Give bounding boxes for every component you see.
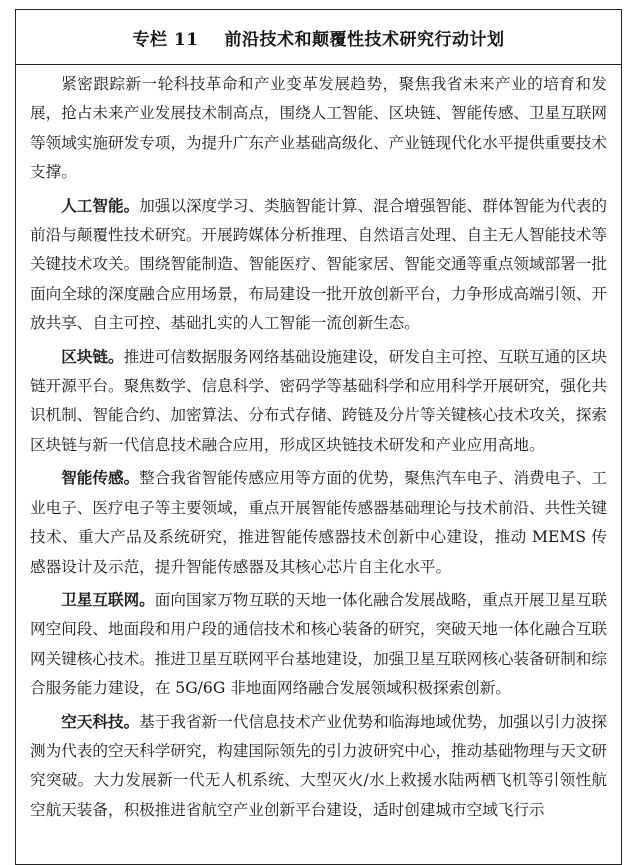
- column-title: 前沿技术和颠覆性技术研究行动计划: [224, 29, 505, 50]
- paragraph-lead: 智能传感。: [61, 469, 140, 488]
- satellite-paragraph: [30, 586, 607, 704]
- paragraph-lead: 空天科技。: [61, 712, 140, 731]
- column-number: 专栏 11: [132, 29, 199, 50]
- paragraph-text: 紧密跟踪新一轮科技革命和产业变革发展趋势，聚焦我省未来产业的培育和发展，抢占未来产业发展技术制高点，围绕人工智能、区块链、智能传感、卫星互联网等领域实施研发专项，为提升广东产业基础高级化、产业链现代化水平提供重要技术支撑。: [30, 75, 607, 182]
- paragraph-text: 基于我省新一代信息技术产业优势和临海地域优势，加强以引力波探测为代表的空天科学研究，构建国际领先的引力波研究中心，推动基础物理与天文研究突破。大力发展新一代无人机系统、大型灭火/水上救援水陆两栖飞机等引领性航空航天装备，积极推进省航空产业创新平台建设，适时创建城市空域飞行示: [30, 712, 607, 819]
- paragraph-text: 推进可信数据服务网络基础设施建设，研发自主可控、互联互通的区块链开源平台。聚焦数学、信息科学、密码学等基础科学和应用科学开展研究，强化共识机制、智能合约、加密算法、分布式存储、跨链及分片等关键核心技术攻关，探索区块链与新一代信息技术融合应用，形成区块链技术研发和产业应用高地。: [30, 347, 607, 454]
- column-header: [16, 10, 621, 65]
- paragraph-text: 整合我省智能传感应用等方面的优势，聚焦汽车电子、消费电子、工业电子、医疗电子等主要领域，重点开展智能传感器基础理论与技术前沿、共性关键技术、重大产品及系统研究，推进智能传感器技术创新中心建设，推动 MEMS 传感器设计及示范，提升智能传感器及其核心芯片自主化水平。: [30, 469, 607, 576]
- paragraph-text: 加强以深度学习、类脑智能计算、混合增强智能、群体智能为代表的前沿与颠覆性技术研究。开展跨媒体分析推理、自然语言处理、自主无人智能技术等关键技术攻关。围绕智能制造、智能医疗、智能家居、智能交通等重点领域部署一批面向全球的深度融合应用场景，布局建设一批开放创新平台，力争形成高端引领、开放共享、自主可控、基础扎实的人工智能一流创新生态。: [30, 196, 607, 333]
- ai-paragraph: [30, 192, 607, 339]
- paragraph-lead: 卫星互联网。: [61, 590, 155, 609]
- intro-paragraph: [30, 70, 607, 188]
- sensing-paragraph: [30, 464, 607, 582]
- paragraph-lead: 区块链。: [61, 347, 124, 366]
- column-body: [16, 65, 621, 825]
- paragraph-text: 面向国家万物互联的天地一体化融合发展战略，重点开展卫星互联网空间段、地面段和用户段的通信技术和核心装备的研究，突破天地一体化融合互联网关键核心技术。推进卫星互联网平台基地建设，加强卫星互联网核心装备研制和综合服务能力建设，在 5G/6G 非地面网络融合发展领域积极探索创新。: [30, 590, 607, 698]
- column-box: [15, 9, 622, 865]
- paragraph-lead: 人工智能。: [61, 196, 140, 215]
- aerospace-paragraph: [30, 708, 607, 826]
- blockchain-paragraph: [30, 343, 607, 461]
